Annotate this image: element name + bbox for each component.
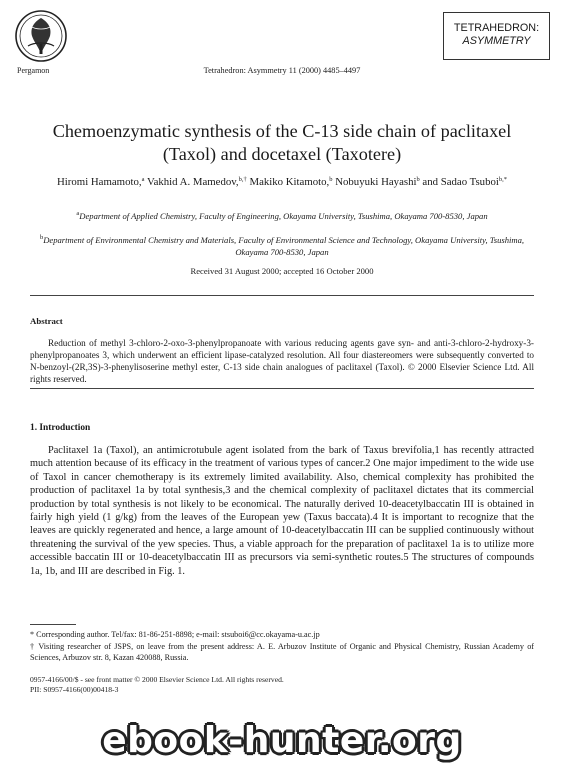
author-name: Nobuyuki Hayashi (335, 176, 417, 188)
author-affiliation-mark: b (329, 176, 333, 183)
section-heading: 1. Introduction (30, 423, 91, 433)
author-affiliation-mark: b,* (498, 176, 507, 183)
publication-info (30, 675, 284, 695)
publisher-name: Pergamon (17, 66, 50, 75)
footnote-visiting-researcher (30, 641, 534, 663)
footnote-mark: † (30, 642, 36, 651)
issn-line: 0957-4166/00/$ - see front matter © 2000 Elsevier Science Ltd. All rights reserved. (30, 675, 284, 684)
affiliation-b (30, 232, 534, 258)
affiliation-mark: a (76, 210, 80, 217)
author-affiliation-mark: b (416, 176, 420, 183)
affiliation-a (30, 208, 534, 222)
author-separator: and (419, 176, 441, 188)
author-name: Makiko Kitamoto, (249, 176, 330, 188)
author-list (30, 172, 534, 190)
journal-reference: Tetrahedron: Asymmetry 11 (2000) 4485–4497 (203, 66, 361, 75)
divider (30, 295, 534, 296)
elsevier-tree-logo-icon (14, 8, 68, 64)
affiliation-text: Department of Environmental Chemistry and Materials, Faculty of Environmental Science and Technology, Okayama University, Tsushima, Okayama 700-8530, Japan (43, 235, 525, 257)
article-title: Chemoenzymatic synthesis of the C-13 side chain of paclitaxel (Taxol) and docetaxel (Taxotere) (52, 121, 512, 164)
introduction-text: Paclitaxel 1a (Taxol), an antimicrotubule agent isolated from the bark of Taxus brevifolia,1 has recently attracted much attention because of its efficacy in the treatment of various types of cancer.2 One major impediment to the wide use of Taxol in cancer chemotherapy is its extremely limited availability. Also, chemical complexity has prohibited the production of paclitaxel 1a by total synthesis,3 and the chemical complexity of paclitaxel dictates that its commercial production by total synthesis is not likely to be economical. The naturally derived 10-deacetylbaccatin III is obtained in fairly high yield (1 g/kg) from the leaves of the European yew (Taxus baccata).4 It is important to recognize that the leaves are quickly regenerated and hence, a large amount of 10-deacetylbaccatin III can be supplied continuously without threatening the survival of the yew species. Thus, a viable approach for the preparation of paclitaxel 1a is to utilize more accessible baccatin III or 10-deacetylbaccatin III as precursors via semi-synthetic routes.5 The structures of compounds 1a, 1b, and III are described in Fig. 1. (30, 445, 534, 577)
footnote-corresponding-author (30, 629, 534, 640)
author-affiliation-mark: a (141, 176, 145, 183)
footnote-divider (30, 624, 76, 625)
affiliation-text: Department of Applied Chemistry, Faculty of Engineering, Okayama University, Tsushima, Okayama 700-8530, Japan (79, 211, 488, 221)
footnote-text: Corresponding author. Tel/fax: 81-86-251-8898; e-mail: stsuboi6@cc.okayama-u.ac.jp (36, 630, 320, 639)
watermark-link[interactable]: ebook-hunter.org (102, 720, 462, 761)
journal-name-box (443, 12, 550, 60)
author-name: Sadao Tsuboi (440, 176, 499, 188)
abstract-heading: Abstract (30, 316, 63, 326)
journal-box-line2: ASYMMETRY (462, 35, 531, 47)
abstract-text: Reduction of methyl 3-chloro-2-oxo-3-phenylpropanoate with various reducing agents gave syn- and anti-3-chloro-2-hydroxy-3-phenylpropanoates 3, which underwent an efficient lipase-catalyzed resolution. All four diastereomers were subsequently converted to N-benzoyl-(2R,3S)-3-phenylisoserine methyl ester, C-13 side chain analogues of paclitaxel (Taxol). © 2000 Elsevier Science Ltd. All rights reserved. (30, 338, 534, 384)
pii-line: PII: S0957-4166(00)00418-3 (30, 685, 119, 694)
footnote-mark: * (30, 630, 35, 639)
author-affiliation-mark: b,† (238, 176, 247, 183)
received-dates: Received 31 August 2000; accepted 16 October 2000 (190, 266, 374, 276)
author-name: Vakhid A. Mamedov, (146, 176, 239, 188)
divider (30, 388, 534, 389)
affiliation-mark: b (39, 234, 44, 241)
author-name: Hiromi Hamamoto, (57, 176, 142, 188)
footnote-text: Visiting researcher of JSPS, on leave from the present address: A. E. Arbuzov Institute of Organic and Physical Chemistry, Russian Academy of Sciences, Arbuzov str. 8, Kazan 420088, Russia. (30, 642, 535, 662)
journal-box-line1: TETRAHEDRON: (453, 22, 540, 34)
